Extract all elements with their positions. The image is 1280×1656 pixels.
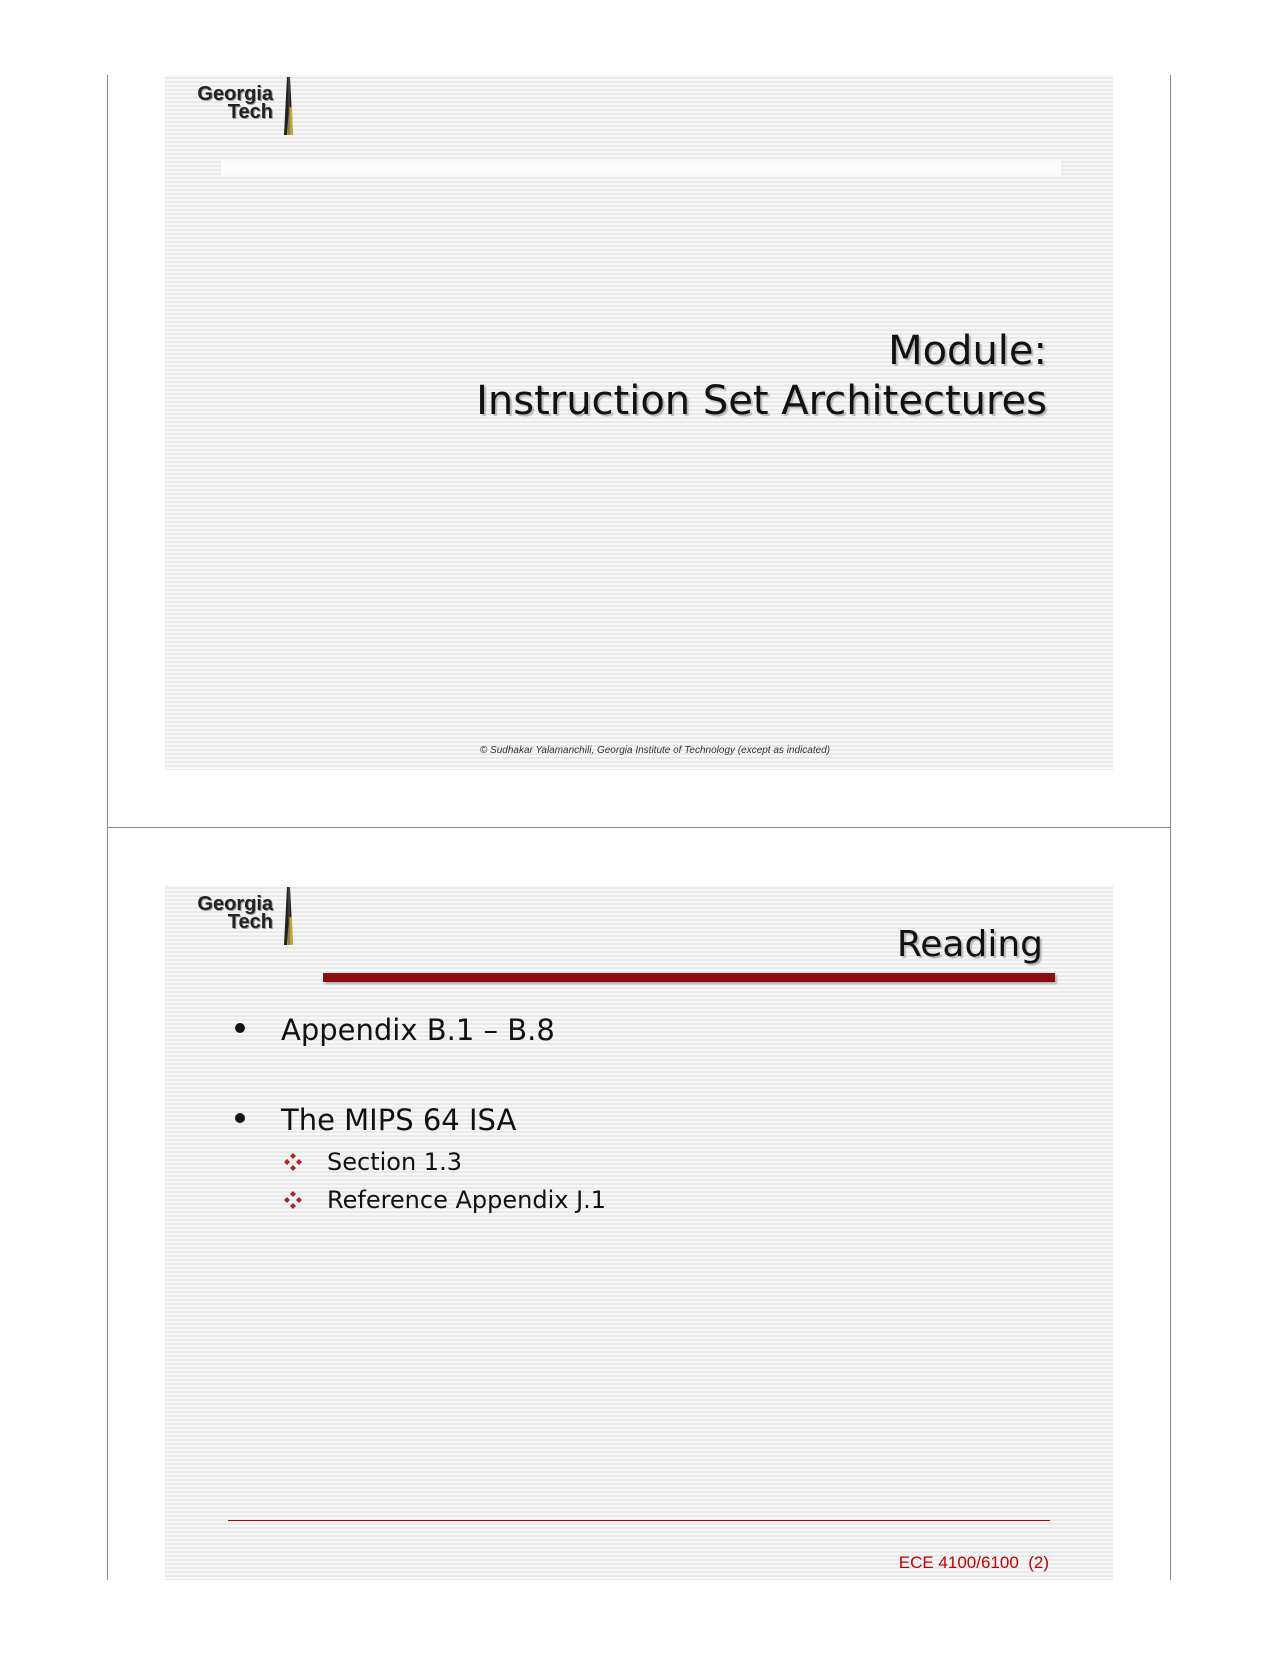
footer-rule xyxy=(228,1520,1050,1521)
sub-bullet-text: Section 1.3 xyxy=(327,1148,462,1176)
title-highlight-band xyxy=(221,161,1061,175)
page-frame-left-top xyxy=(107,75,108,827)
slide-title-line1: Module: xyxy=(888,328,1047,374)
page-divider xyxy=(107,827,1171,828)
logo-text-georgia: Georgia xyxy=(197,893,273,915)
title-underline-bar xyxy=(323,973,1055,982)
georgia-tech-logo xyxy=(183,887,303,947)
sub-bullet-item xyxy=(283,1148,462,1180)
sub-bullet-text: Reference Appendix J.1 xyxy=(327,1186,607,1214)
page-frame-right-bottom xyxy=(1170,828,1171,1580)
diamond-cluster-bullet-icon xyxy=(283,1152,303,1172)
slide-footer: ECE 4100/6100 (2) xyxy=(898,1553,1049,1572)
disc-bullet-icon xyxy=(235,1113,245,1123)
disc-bullet-icon xyxy=(235,1023,245,1033)
slide-title-line2: Instruction Set Architectures xyxy=(476,378,1047,424)
bullet-text: The MIPS 64 ISA xyxy=(281,1103,517,1137)
bullet-item xyxy=(235,1103,516,1143)
copyright-notice: © Sudhakar Yalamanchili, Georgia Institute of Technology (except as indicated) xyxy=(479,745,831,756)
sub-bullet-item xyxy=(283,1186,606,1218)
logo-text-tech: Tech xyxy=(227,101,273,123)
georgia-tech-logo xyxy=(183,77,303,137)
bullet-text: Appendix B.1 – B.8 xyxy=(281,1013,555,1047)
diamond-cluster-bullet-icon xyxy=(283,1190,303,1210)
slide-1 xyxy=(165,75,1113,770)
logo-text-georgia: Georgia xyxy=(197,83,273,105)
slide-title: Reading xyxy=(896,924,1043,965)
tower-spire-icon xyxy=(277,887,299,945)
page-frame-right-top xyxy=(1170,75,1171,827)
slide-2 xyxy=(165,885,1113,1580)
tower-spire-icon xyxy=(277,77,299,135)
page-frame-left-bottom xyxy=(107,828,108,1580)
bullet-item xyxy=(235,1013,555,1053)
logo-text-tech: Tech xyxy=(227,911,273,933)
